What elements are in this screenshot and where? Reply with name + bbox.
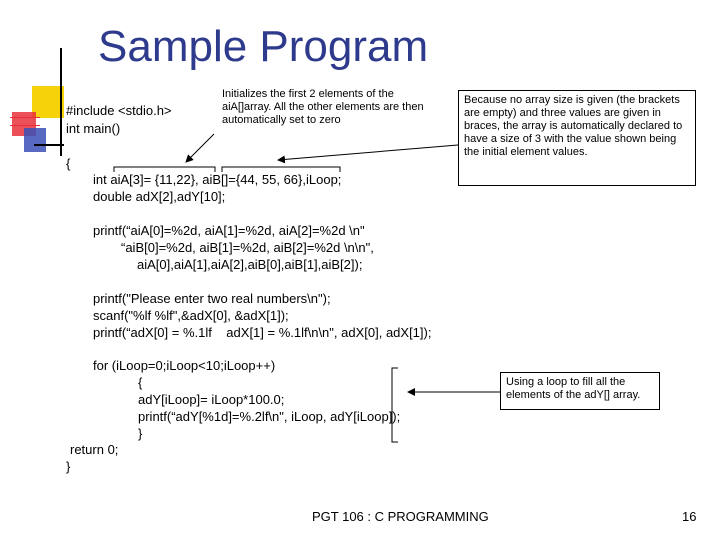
code-decl-arrays: int aiA[3]= {11,22}, aiB[]={44, 55, 66},iLoop; <box>93 172 342 187</box>
code-include: #include <stdio.h> <box>66 103 172 118</box>
bracket-aia-init <box>114 167 215 172</box>
bracket-loop <box>392 368 398 442</box>
note-array-size: Because no array size is given (the brackets are empty) and three values are given in braces, the array is automatically declared to have a size of 3 with the value shown being the initial element values. <box>458 90 696 186</box>
code-decl-doubles: double adX[2],adY[10]; <box>93 189 226 204</box>
code-printf-1-args: aiA[0],aiA[1],aiA[2],aiB[0],aiB[1],aiB[2]); <box>137 257 363 272</box>
code-scanf: scanf("%lf %lf",&adX[0], &adX[1]); <box>93 308 289 323</box>
code-for-loop: for (iLoop=0;iLoop<10;iLoop++) <box>93 358 276 373</box>
page-number: 16 <box>682 509 697 524</box>
code-printf-adx: printf(“adX[0] = %.1lf adX[1] = %.1lf\n\n", adX[0], adX[1]); <box>93 325 432 340</box>
slide-title: Sample Program <box>98 22 429 71</box>
code-printf-1: printf(“aiA[0]=%2d, aiA[1]=%2d, aiA[2]=%2d \n" <box>93 223 365 238</box>
arrow-array-size <box>278 145 458 160</box>
footer-course: PGT 106 : C PROGRAMMING <box>312 509 489 524</box>
code-return: return 0; <box>70 442 119 457</box>
code-main: int main() <box>66 121 121 136</box>
arrow-initializes <box>186 134 214 162</box>
code-loop-assign: adY[iLoop]= iLoop*100.0; <box>138 392 285 407</box>
code-printf-1-cont: “aiB[0]=%2d, aiB[1]=%2d, aiB[2]=%2d \n\n", <box>121 240 374 255</box>
code-open-brace: { <box>66 156 71 171</box>
code-loop-printf: printf(“adY[%1d]=%.2lf\n", iLoop, adY[iLoop]); <box>138 409 401 424</box>
code-printf-prompt: printf("Please enter two real numbers\n"); <box>93 291 331 306</box>
note-initializes: Initializes the first 2 elements of the aiA[]array. All the other elements are then automatically set to zero <box>222 88 424 126</box>
code-for-open: { <box>138 375 143 390</box>
code-for-close: } <box>138 426 143 441</box>
bracket-aib-init <box>222 167 340 172</box>
code-close-brace: } <box>66 459 71 474</box>
note-loop-fill: Using a loop to fill all the elements of the adY[] array. <box>500 372 660 410</box>
